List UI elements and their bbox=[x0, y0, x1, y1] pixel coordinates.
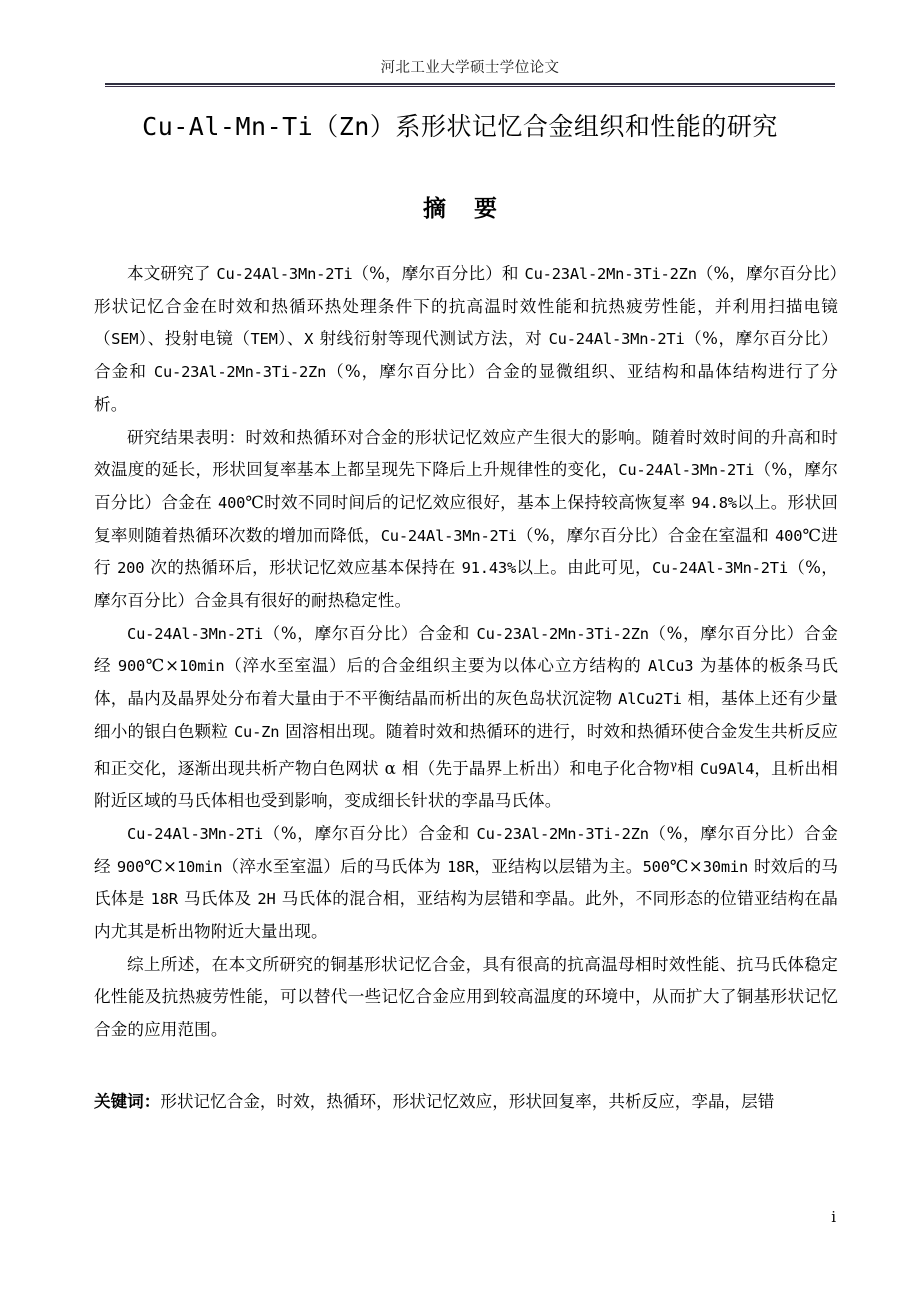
latin-run: 500 bbox=[642, 857, 670, 876]
latin-run: 10min bbox=[176, 857, 223, 876]
keywords-line bbox=[94, 1085, 838, 1119]
latin-run: Cu-24Al-3Mn-2Ti bbox=[651, 559, 788, 578]
keywords-value: 形状记忆合金，时效，热循环，形状记忆效应，形状回复率，共析反应，孪晶，层错 bbox=[160, 1092, 775, 1111]
latin-run: Cu-23Al-2Mn-3Ti-2Zn bbox=[524, 265, 697, 283]
latin-run: Cu-24Al-3Mn-2Ti bbox=[127, 824, 263, 843]
latin-run: TEM bbox=[250, 330, 278, 349]
paragraph: 本文研究了 Cu-24Al-3Mn-2Ti（%，摩尔百分比）和 Cu-23Al-2Mn-3Ti-2Zn（%，摩尔百分比）形状记忆合金在时效和热循环热处理条件下的抗高温时效性能和抗热疲劳性能，并利用扫描电镜（SEM）、投射电镜（TEM）、X 射线衍射等现代测试方法，对 Cu-24Al-3Mn-2Ti（%，摩尔百分比）合金和 Cu-23Al-2Mn-3Ti-2Zn（%，摩尔百分比）合金的显微组织、亚结构和晶体结构进行了分析。 bbox=[94, 264, 838, 414]
paragraph: Cu-24Al-3Mn-2Ti（%，摩尔百分比）合金和 Cu-23Al-2Mn-3Ti-2Zn（%，摩尔百分比）合金经 900℃×10min（淬水至室温）后的马氏体为 18R，亚结构以层错为主。500℃×30min 时效后的马氏体是 18R 马氏体及 2H 马氏体的混合相，亚结构为层错和孪晶。此外，不同形态的位错亚结构在晶内尤其是析出物附近大量出现。 bbox=[94, 823, 839, 942]
running-header-text: 河北工业大学硕士学位论文 bbox=[380, 60, 560, 76]
latin-run: 94.8% bbox=[691, 493, 737, 512]
page-number: i bbox=[831, 1208, 836, 1226]
abstract-body bbox=[94, 258, 838, 1047]
latin-run: Cu-24Al-3Mn-2Ti bbox=[380, 526, 517, 545]
paragraph: 研究结果表明：时效和热循环对合金的形状记忆效应产生很大的影响。随着时效时间的升高和时效温度的延长，形状回复率基本上都呈现先下降后上升规律性的变化，Cu-24Al-3Mn-2Ti（%，摩尔百分比）合金在 400℃时效不同时间后的记忆效应很好，基本上保持较高恢复率 94.8%以上。形状回复率则随着热循环次数的增加而降低，Cu-24Al-3Mn-2Ti（%，摩尔百分比）合金在室温和 400℃进行 200 次的热循环后，形状记忆效应基本保持在 91.43%以上。由此可见，Cu-24Al-3Mn-2Ti（%，摩尔百分比）合金具有很好的耐热稳定性。 bbox=[94, 427, 838, 611]
latin-run: Cu-24Al-3Mn-2Ti bbox=[127, 624, 263, 643]
latin-run: X bbox=[304, 330, 314, 349]
latin-run: 30min bbox=[702, 857, 749, 876]
latin-run: 200 bbox=[117, 559, 145, 578]
latin-run: Cu-24Al-3Mn-2Ti bbox=[618, 461, 755, 480]
latin-run: Cu-23Al-2Mn-3Ti-2Zn bbox=[476, 824, 649, 843]
header-double-rule bbox=[105, 83, 835, 87]
keywords-label: 关键词： bbox=[94, 1091, 161, 1111]
gamma-glyph: γ bbox=[669, 757, 678, 772]
paragraph: 综上所述，在本文所研究的铜基形状记忆合金，具有很高的抗高温母相时效性能、抗马氏体稳定化性能及抗热疲劳性能，可以替代一些记忆合金应用到较高温度的环境中，从而扩大了铜基形状记忆合金的应用范围。 bbox=[94, 954, 838, 1040]
latin-run: 18R bbox=[447, 857, 475, 876]
latin-run: 900 bbox=[117, 657, 146, 676]
latin-run: Cu-24Al-3Mn-2Ti bbox=[548, 330, 685, 349]
latin-run: 400 bbox=[775, 526, 803, 545]
latin-run: Cu9Al4 bbox=[699, 759, 755, 778]
latin-run: 400 bbox=[218, 493, 246, 512]
latin-run: AlCu2Ti bbox=[618, 690, 682, 709]
latin-run: 10min bbox=[179, 657, 225, 676]
running-header bbox=[105, 58, 835, 87]
latin-run: 900 bbox=[116, 857, 145, 876]
abstract-heading: 摘 要 bbox=[422, 195, 507, 222]
latin-run: 91.43% bbox=[461, 559, 517, 578]
paragraph: Cu-24Al-3Mn-2Ti（%，摩尔百分比）合金和 Cu-23Al-2Mn-3Ti-2Zn（%，摩尔百分比）合金经 900℃×10min（淬水至室温）后的合金组织主要为以体心立方结构的 AlCu3 为基体的板条马氏体，晶内及晶界处分布着大量由于不平衡结晶而析出的灰色岛状沉淀物 AlCu2Ti 相，基体上还有少量细小的银白色颗粒 Cu-Zn 固溶相出现。随着时效和热循环的进行，时效和热循环使合金发生共析反应和正交化，逐渐出现共析产物白色网状 α 相（先于晶界上析出）和电子化合物$^\gamma$相 Cu9Al4，且析出相附近区域的马氏体相也受到影响，变成细长针状的孪晶马氏体。 bbox=[94, 623, 839, 811]
latin-run: 18R bbox=[150, 890, 178, 909]
page-title: Cu-Al-Mn-Ti（Zn）系形状记忆合金组织和性能的研究 bbox=[142, 112, 778, 141]
latin-run: 2H bbox=[257, 890, 276, 909]
latin-run: Cu-23Al-2Mn-3Ti-2Zn bbox=[476, 624, 649, 643]
latin-run: Cu-Zn bbox=[233, 722, 280, 741]
latin-run: Cu-24Al-3Mn-2Ti bbox=[216, 265, 353, 283]
latin-run: Cu-23Al-2Mn-3Ti-2Zn bbox=[153, 363, 327, 382]
latin-run: AlCu3 bbox=[647, 657, 694, 676]
latin-run: SEM bbox=[111, 330, 139, 349]
